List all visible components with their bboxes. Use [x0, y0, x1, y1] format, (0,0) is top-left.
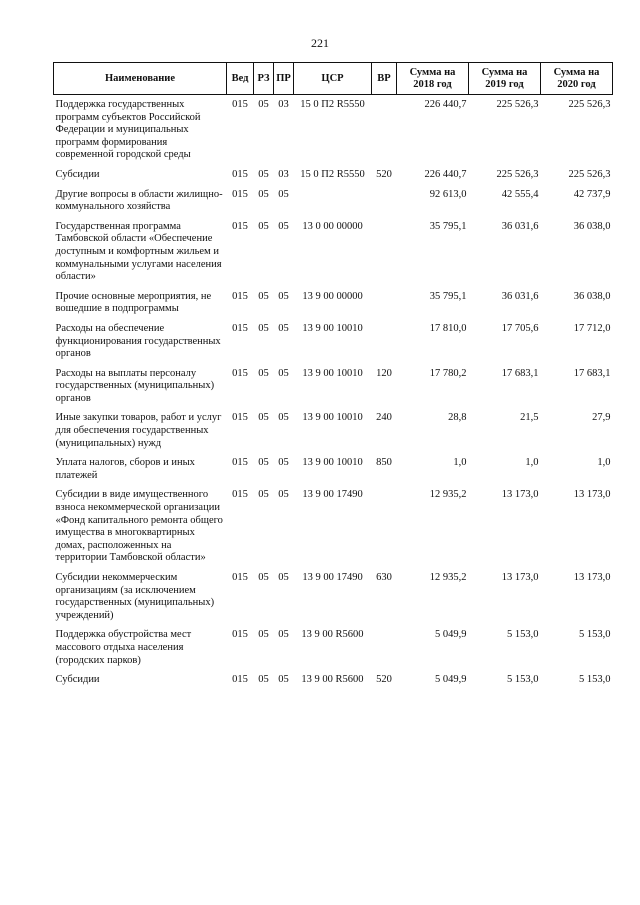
cell-sum-2018: 17 780,2 — [429, 367, 467, 379]
cell-name: Расходы на обеспечение функционирования государственных органов — [55, 322, 221, 360]
table-row — [54, 622, 613, 667]
cell-pr: 05 — [278, 220, 289, 232]
table-row — [54, 405, 613, 450]
cell-csr: 13 9 00 00000 — [302, 290, 363, 302]
cell-rz: 05 — [258, 168, 269, 180]
header-sum-2019: Сумма на 2019 год — [469, 63, 541, 95]
cell-vr: 520 — [376, 168, 392, 180]
table-row — [54, 284, 613, 316]
cell-vr: 850 — [376, 457, 392, 469]
cell-name: Субсидии — [55, 674, 100, 686]
cell-ved: 015 — [232, 290, 248, 302]
cell-rz: 05 — [258, 322, 269, 334]
cell-ved: 015 — [232, 367, 248, 379]
cell-name: Иные закупки товаров, работ и услуг для обеспечения государственных (муниципальных) нужд — [55, 412, 222, 449]
table-row — [54, 361, 613, 406]
header-name: Наименование — [54, 63, 227, 95]
table-row — [54, 182, 613, 214]
cell-name: Прочие основные мероприятия, не вошедшие в подпрограммы — [55, 290, 212, 315]
page-number: 221 — [311, 36, 329, 50]
cell-csr: 15 0 П2 R5550 — [300, 168, 365, 180]
cell-csr: 13 9 00 10010 — [302, 457, 363, 469]
cell-name: Государственная программа Тамбовской области «Обеспечение доступным и комфортным жильем и коммунальными услугами населения области» — [55, 220, 222, 283]
table-row — [54, 667, 613, 687]
cell-rz: 05 — [258, 220, 269, 232]
cell-sum-2020: 17 712,0 — [573, 322, 611, 334]
cell-pr: 03 — [278, 168, 289, 180]
cell-rz: 05 — [258, 457, 269, 469]
cell-pr: 05 — [278, 572, 289, 583]
table-body — [54, 95, 613, 687]
cell-csr: 13 9 00 10010 — [302, 412, 363, 424]
cell-sum-2020: 1,0 — [597, 457, 611, 469]
cell-rz: 05 — [258, 367, 269, 379]
header-ved: Вед — [227, 63, 254, 95]
cell-name: Субсидии в виде имущественного взноса некоммерческой организации «Фонд капитального ремонта общего имущества в многоквартирных домах, расположенных на территории Тамбовской области» — [55, 489, 223, 564]
cell-pr: 05 — [278, 322, 289, 334]
cell-pr: 05 — [278, 412, 289, 424]
cell-sum-2019: 36 031,6 — [501, 290, 539, 302]
cell-sum-2019: 225 526,3 — [496, 168, 539, 180]
cell-ved: 015 — [232, 489, 248, 501]
table-row — [54, 565, 613, 622]
cell-sum-2018: 12 935,2 — [429, 489, 467, 501]
header-csr: ЦСР — [294, 63, 372, 95]
header-pr: ПР — [274, 63, 294, 95]
cell-sum-2018: 35 795,1 — [429, 220, 467, 232]
cell-name: Поддержка государственных программ субъектов Российской Федерации и муниципальных программ формирования современной городской среды — [55, 99, 201, 161]
header-sum-2018: Сумма на 2018 год — [397, 63, 469, 95]
cell-sum-2019: 13 173,0 — [501, 489, 539, 501]
cell-vr: 240 — [376, 412, 392, 424]
cell-pr: 05 — [278, 457, 289, 469]
cell-sum-2019: 42 555,4 — [501, 188, 539, 200]
table-row — [54, 95, 613, 162]
cell-csr — [294, 182, 372, 214]
cell-ved: 015 — [232, 674, 248, 686]
cell-ved: 015 — [232, 412, 248, 424]
cell-sum-2018: 5 049,9 — [435, 629, 467, 641]
cell-sum-2018: 28,8 — [448, 412, 467, 424]
table-row — [54, 214, 613, 284]
cell-sum-2020: 5 153,0 — [579, 674, 611, 686]
cell-sum-2018: 92 613,0 — [429, 188, 467, 200]
cell-sum-2019: 5 153,0 — [507, 674, 539, 686]
header-vr: ВР — [372, 63, 397, 95]
cell-sum-2018: 35 795,1 — [429, 290, 467, 302]
cell-rz: 05 — [258, 629, 269, 641]
cell-pr: 05 — [278, 674, 289, 686]
cell-rz: 05 — [258, 412, 269, 424]
cell-vr — [372, 284, 397, 316]
cell-sum-2020: 42 737,9 — [573, 188, 611, 200]
cell-sum-2020: 36 038,0 — [573, 220, 611, 232]
table-row — [54, 482, 613, 565]
cell-ved: 015 — [232, 188, 248, 200]
cell-csr: 13 9 00 17490 — [302, 489, 363, 501]
cell-name: Субсидии — [55, 168, 100, 180]
cell-ved: 015 — [232, 99, 248, 110]
cell-name: Другие вопросы в области жилищно-коммунального хозяйства — [55, 188, 223, 213]
cell-sum-2020: 225 526,3 — [568, 168, 611, 180]
cell-ved: 015 — [232, 168, 248, 180]
header-rz: РЗ — [254, 63, 274, 95]
cell-rz: 05 — [258, 290, 269, 302]
cell-sum-2019: 21,5 — [520, 412, 539, 424]
cell-vr — [372, 182, 397, 214]
cell-sum-2020: 17 683,1 — [573, 367, 611, 379]
table-row — [54, 450, 613, 482]
cell-rz: 05 — [258, 99, 269, 110]
cell-pr: 05 — [278, 489, 289, 501]
cell-rz: 05 — [258, 572, 269, 583]
cell-sum-2018: 226 440,7 — [424, 168, 467, 180]
cell-name: Поддержка обустройства мест массового отдыха населения (городских парков) — [55, 629, 192, 666]
cell-csr: 13 9 00 R5600 — [301, 629, 364, 641]
cell-sum-2018: 12 935,2 — [429, 572, 467, 583]
cell-vr: 520 — [376, 674, 392, 686]
cell-rz: 05 — [258, 674, 269, 686]
cell-vr: 630 — [376, 572, 392, 583]
cell-pr: 05 — [278, 188, 289, 200]
cell-sum-2020: 36 038,0 — [573, 290, 611, 302]
cell-ved: 015 — [232, 572, 248, 583]
cell-csr: 13 9 00 10010 — [302, 322, 363, 334]
cell-ved: 015 — [232, 457, 248, 469]
cell-ved: 015 — [232, 629, 248, 641]
table-row — [54, 316, 613, 361]
cell-sum-2020: 13 173,0 — [573, 489, 611, 501]
cell-sum-2020: 225 526,3 — [568, 99, 611, 110]
cell-pr: 03 — [278, 99, 289, 110]
cell-rz: 05 — [258, 489, 269, 501]
cell-name: Уплата налогов, сборов и иных платежей — [55, 457, 195, 481]
cell-csr: 13 9 00 17490 — [302, 572, 363, 583]
cell-vr — [372, 622, 397, 667]
cell-name: Субсидии некоммерческим организациям (за исключением государственных (муниципальных) учреждений) — [55, 572, 215, 621]
budget-table — [53, 62, 613, 687]
cell-ved: 015 — [232, 322, 248, 334]
cell-csr: 13 9 00 10010 — [302, 367, 363, 379]
cell-csr: 13 0 00 00000 — [302, 220, 363, 232]
cell-sum-2019: 13 173,0 — [501, 572, 539, 583]
cell-sum-2018: 1,0 — [453, 457, 467, 469]
cell-sum-2019: 17 683,1 — [501, 367, 539, 379]
header-sum-2020: Сумма на 2020 год — [541, 63, 613, 95]
cell-pr: 05 — [278, 367, 289, 379]
cell-sum-2020: 5 153,0 — [579, 629, 611, 641]
cell-ved: 015 — [232, 220, 248, 232]
cell-sum-2020: 13 173,0 — [573, 572, 611, 583]
cell-name: Расходы на выплаты персоналу государственных (муниципальных) органов — [55, 367, 215, 404]
cell-csr: 13 9 00 R5600 — [301, 674, 364, 686]
cell-vr — [372, 482, 397, 565]
cell-sum-2018: 5 049,9 — [435, 674, 467, 686]
cell-vr: 120 — [376, 367, 392, 379]
cell-sum-2019: 225 526,3 — [496, 99, 539, 110]
cell-csr: 15 0 П2 R5550 — [300, 99, 365, 110]
cell-sum-2020: 27,9 — [592, 412, 611, 424]
table-header-row — [54, 63, 613, 95]
cell-vr — [372, 214, 397, 284]
cell-sum-2018: 226 440,7 — [424, 99, 467, 110]
table-row — [54, 162, 613, 182]
cell-vr — [372, 316, 397, 361]
cell-sum-2019: 1,0 — [525, 457, 539, 469]
cell-vr — [372, 95, 397, 162]
cell-sum-2018: 17 810,0 — [429, 322, 467, 334]
cell-pr: 05 — [278, 629, 289, 641]
cell-rz: 05 — [258, 188, 269, 200]
cell-sum-2019: 5 153,0 — [507, 629, 539, 641]
cell-sum-2019: 17 705,6 — [501, 322, 539, 334]
cell-pr: 05 — [278, 290, 289, 302]
cell-sum-2019: 36 031,6 — [501, 220, 539, 232]
